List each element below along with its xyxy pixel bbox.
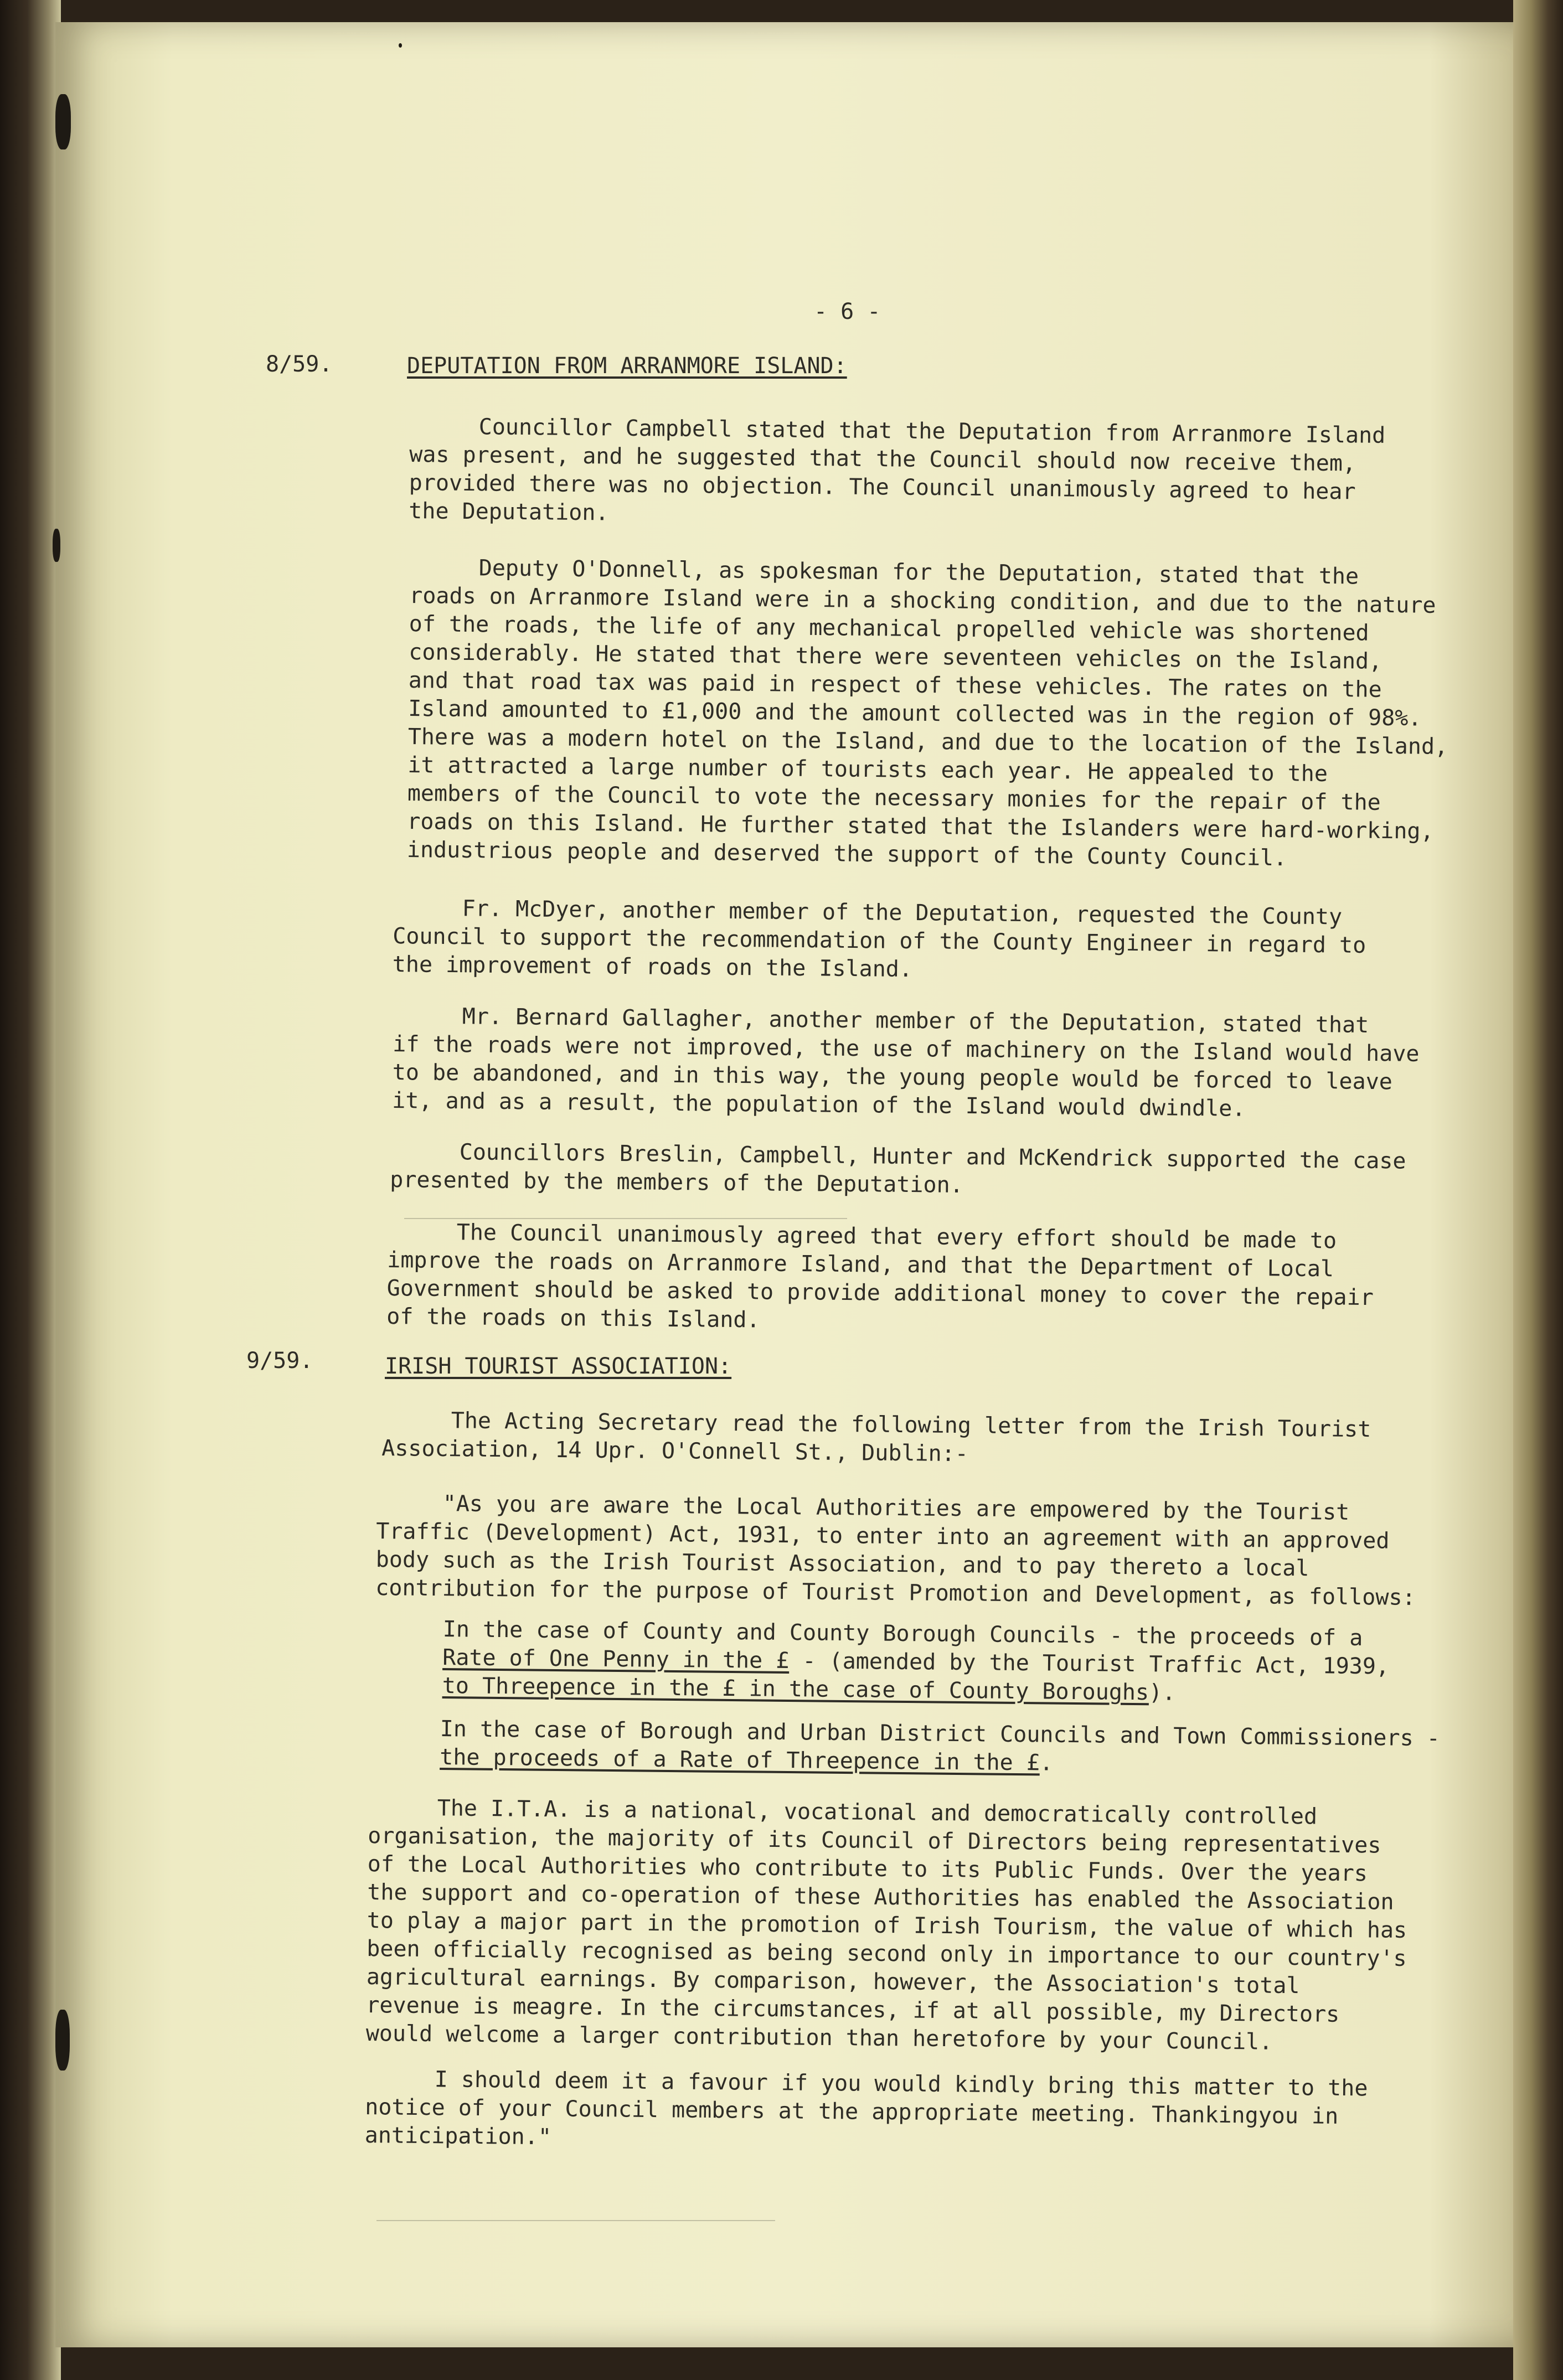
paragraph-letter-intro: "As you are aware the Local Authorities are empowered by the Tourist Traffic (Development) Act, 1931, to enter into an agreement with an approved body such as the Irish Tourist Association, and to pay thereto a local contribution for the purpose of Tourist Promotion and Development, as follows: [375,1491,1416,1611]
paragraph-gallagher: Mr. Bernard Gallagher, another member of the Deputation, stated that if the roads were not improved, the use of machinery on the Island would have to be abandoned, and in this way, the young people would be forced to leave it, and as a result, the population of the Island would dwindle. [392,1004,1420,1122]
paragraph-ita-national: The I.T.A. is a national, vocational and democratically controlled organisation, the majority of its Council of Directors being representatives of the Local Authorities who contribute to its Public Funds. Over the years the support and co-operation of these Authorities has enabled the Association to play a major part in the promotion of Irish Tourism, the value of which has been officially recognised as being second only in importance to our country's agricultural earnings. By comparison, however, the Association's total revenue is meagre. In the circumstances, if at all possible, my Directors would welcome a larger contribution than heretofore by your Council. [365,1795,1407,2055]
book-binding [0,0,61,2380]
page-number: - 6 - [814,299,881,324]
ink-speck [399,43,402,48]
paragraph-closing: I should deem it a favour if you would kindly bring this matter to the notice of your Council members at the appropriate meeting. Thankingyou in anticipation." [364,2067,1368,2150]
minute-number-8-59: 8/59. [266,352,333,377]
paragraph-campbell: Councillor Campbell stated that the Deputation from Arranmore Island was present, and he suggested that the Council should now receive them, provided there was no objection. The Council unanimously agreed to hear the Deputation. [409,414,1386,526]
minute-number-9-59: 9/59. [246,1348,313,1374]
paragraph-acting-secretary: The Acting Secretary read the following letter from the Irish Tourist Association, 14 Upr. O'Connell St., Dublin:- [381,1408,1371,1467]
binding-hole-top [55,94,71,149]
faint-rule-bottom [376,2220,775,2221]
paragraph-odonnell: Deputy O'Donnell, as spokesman for the Deputation, stated that the roads on Arranmore Island were in a shocking condition, and due to the nature of the roads, the life of any mechanical propelled vehicle was shortened considerably. He stated that there were seventeen vehicles on the Island, and that road tax was paid in respect of these vehicles. The rates on the Island amounted to £1,000 and the amount collected was in the region of 98%. There was a modern hotel on the Island, and due to the location of the Island, it attracted a large number of tourists each year. He appealed to the members of the Council to vote the necessary monies for the repair of the roads on this Island. He further stated that the Islanders were hard-working, industrious people and deserved the support of the County Council. [406,555,1448,871]
binding-mark-middle [53,529,60,562]
quote-borough-councils: In the case of Borough and Urban District Councils and Town Commissioners - the proceeds of a Rate of Threepence in the £. [440,1716,1441,1776]
show-through-text [410,149,1517,161]
paragraph-council-agreed: The Council unanimously agreed that every effort should be made to improve the roads on Arranmore Island, and that the Department of Local Government should be asked to provide additional money to cover the repair of the roads on this Island. [386,1220,1374,1333]
page-edge [1513,0,1563,2380]
section-heading-deputation: DEPUTATION FROM ARRANMORE ISLAND: [407,353,847,379]
binding-hole-bottom [55,2010,70,2071]
section-heading-irish-tourist: IRISH TOURIST ASSOCIATION: [385,1354,732,1379]
paragraph-councillors-support: Councillors Breslin, Campbell, Hunter and McKendrick supported the case presented by the members of the Deputation. [390,1139,1406,1198]
paragraph-mcdyer: Fr. McDyer, another member of the Deputation, requested the County Council to support the recommendation of the County Engineer in regard to the improvement of roads on the Island. [392,896,1366,983]
quote-county-councils: In the case of County and County Borough Councils - the proceeds of a Rate of One Penny in the £ - (amended by the Tourist Traffic Act, 1939, to Threepence in the £ in the case of County Boroughs). [442,1617,1390,1706]
